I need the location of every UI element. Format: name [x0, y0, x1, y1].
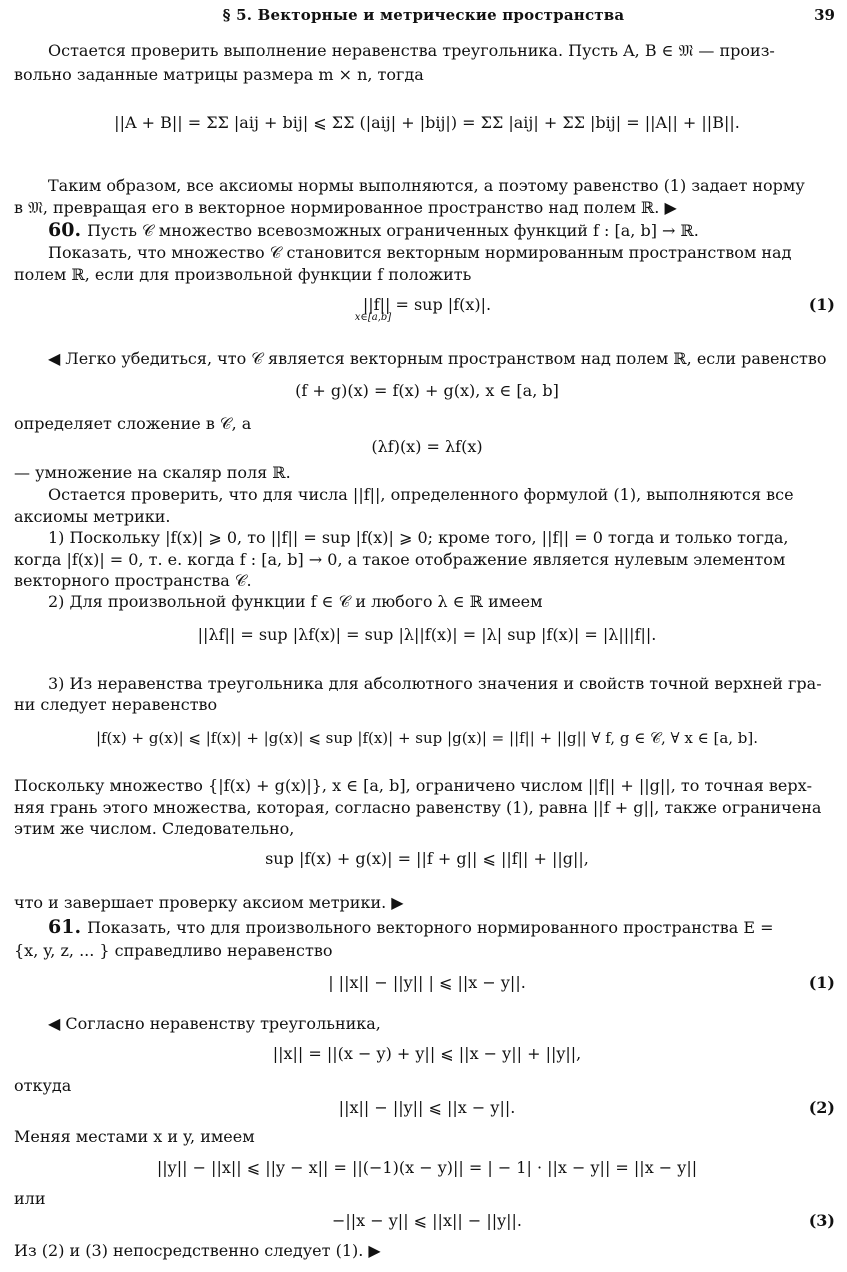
text-line: в 𝔐, превращая его в векторное нормированное пространство над полем ℝ. ▶: [14, 198, 677, 217]
equation-step-a: ||x|| = ||(x − y) + y|| ⩽ ||x − y|| + ||y||,: [272, 1044, 582, 1063]
equation-triangle-matrix: ||A + B|| = ΣΣ |aij + bij| ⩽ ΣΣ (|aij| + |bij|) = ΣΣ |aij| + ΣΣ |bij| = ||A|| + ||B||.: [114, 113, 740, 132]
running-header: § 5. Векторные и метрические пространства: [222, 6, 625, 24]
problem-text: Пусть 𝒞 множество всевозможных ограниченных функций f : [a, b] → ℝ.: [87, 221, 699, 240]
text-line: — умножение на скаляр поля ℝ.: [14, 463, 291, 482]
text-line: Из (2) и (3) непосредственно следует (1). ▶: [14, 1241, 381, 1260]
equation-number: (3): [808, 1211, 835, 1230]
equation-reverse-triangle: | ||x|| − ||y|| | ⩽ ||x − y||.: [328, 973, 526, 992]
text-line: определяет сложение в 𝒞, а: [14, 414, 252, 433]
equation-step-b: ||y|| − ||x|| ⩽ ||y − x|| = ||(−1)(x − y)|| = | − 1| · ||x − y|| = ||x − y||: [156, 1158, 698, 1177]
equation-step-2: ||x|| − ||y|| ⩽ ||x − y||.: [338, 1098, 516, 1117]
equation-homogeneity: ||λf|| = sup |λf(x)| = sup |λ||f(x)| = |λ| sup |f(x)| = |λ|||f||.: [197, 625, 657, 644]
text-line: Поскольку множество {|f(x) + g(x)|}, x ∈ [a, b], ограничено числом ||f|| + ||g||, то точная верх-: [14, 776, 813, 795]
text-line: полем ℝ, если для произвольной функции f положить: [14, 265, 472, 284]
text-line: когда |f(x)| = 0, т. е. когда f : [a, b] → 0, а такое отображение является нулевым элементом: [14, 550, 786, 569]
text-line: Таким образом, все аксиомы нормы выполняются, а поэтому равенство (1) задает норму: [48, 176, 805, 195]
text-line: 1) Поскольку |f(x)| ⩾ 0, то ||f|| = sup |f(x)| ⩾ 0; кроме того, ||f|| = 0 тогда и только тогда,: [48, 528, 789, 547]
problem-number: 60.: [48, 219, 82, 241]
equation-number: (1): [808, 295, 835, 314]
text-line: аксиомы метрики.: [14, 507, 171, 526]
equation-triangle-functions: |f(x) + g(x)| ⩽ |f(x)| + |g(x)| ⩽ sup |f(x)| + sup |g(x)| = ||f|| + ||g|| ∀ f, g ∈ 𝒞, ∀ x ∈ [a, b].: [95, 729, 759, 747]
text-line: няя грань этого множества, которая, согласно равенству (1), равна ||f + g||, также ограничена: [14, 798, 822, 817]
text-line: откуда: [14, 1076, 72, 1095]
equation-sum-def: (f + g)(x) = f(x) + g(x), x ∈ [a, b]: [295, 381, 559, 400]
text-line: 2) Для произвольной функции f ∈ 𝒞 и любого λ ∈ ℝ имеем: [48, 592, 543, 611]
equation-scalar-def: (λf)(x) = λf(x): [371, 437, 483, 456]
problem-60-statement: [48, 219, 840, 242]
text-line: Показать, что множество 𝒞 становится векторным нормированным пространством над: [48, 243, 792, 262]
problem-number: 61.: [48, 916, 82, 938]
equation-sup-sum: sup |f(x) + g(x)| = ||f + g|| ⩽ ||f|| + ||g||,: [265, 849, 589, 868]
equation-number: (2): [808, 1098, 835, 1117]
equation-sup-norm: ||f|| = sup |f(x)|.: [362, 295, 492, 314]
problem-61-statement: [48, 916, 840, 939]
text-line: Меняя местами x и y, имеем: [14, 1127, 255, 1146]
equation-step-3: −||x − y|| ⩽ ||x|| − ||y||.: [331, 1211, 523, 1230]
text-line: векторного пространства 𝒞.: [14, 571, 252, 590]
text-line: ни следует неравенство: [14, 695, 218, 714]
text-line: Остается проверить, что для числа ||f||, определенного формулой (1), выполняются все: [48, 485, 794, 504]
text-line: или: [14, 1189, 46, 1208]
equation-number: (1): [808, 973, 835, 992]
problem-text: Показать, что для произвольного векторного нормированного пространства E =: [87, 918, 774, 937]
text-line: ◀ Легко убедиться, что 𝒞 является векторным пространством над полем ℝ, если равенство: [48, 349, 827, 368]
text-line: вольно заданные матрицы размера m × n, тогда: [14, 65, 424, 84]
sup-subscript: x∈[a,b]: [354, 312, 392, 323]
text-line: что и завершает проверку аксиом метрики. ▶: [14, 893, 404, 912]
page-number: 39: [814, 6, 835, 24]
text-line: ◀ Согласно неравенству треугольника,: [48, 1014, 381, 1033]
text-line: {x, y, z, ... } справедливо неравенство: [14, 941, 333, 960]
text-line: этим же числом. Следовательно,: [14, 819, 295, 838]
text-line: 3) Из неравенства треугольника для абсолютного значения и свойств точной верхней гра-: [48, 674, 822, 693]
text-line: Остается проверить выполнение неравенства треугольника. Пусть A, B ∈ 𝔐 — произ-: [48, 41, 775, 60]
